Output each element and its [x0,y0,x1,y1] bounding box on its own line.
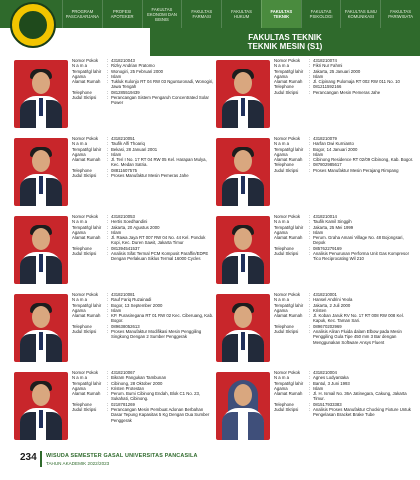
label-telephone: Telephone [274,401,294,407]
label-agama: Agama [72,385,86,391]
alamat-rumah: Perum. Graha Amani Village No. 48 Bojongsari, Depok [313,235,404,246]
graduate-info: Nomor Pokok : 4318210004 N a m a : Agnes Lodyantaka Tempat/tgl lahir : Bantul, 3 Juni 1993 Agama : Islam Alamat Rumah : Jl. H. Ismail No. 36A Jatinegara, Cakung, Jakarta Timur. Telephone : 081517933383 Judul Skripsi : Analisis Proses Manufaktur Chocking Fixture Untuk Pengelasan Bracket Brake Tube [274,370,416,418]
graduate-entry [14,136,214,214]
judul-skripsi: Analisis Penurunan Performa Unit Gas Kompresor Tico Reciprocating Wil 210 [313,251,410,262]
graduate-entry [216,58,416,136]
nomor-pokok: 4318210001 [313,292,337,297]
nav-item[interactable]: PROFESI APOTEKER [102,0,142,28]
nomor-pokok: 4318210051 [111,136,135,141]
alamat-rumah: Jl. Rawa Jaya RT 007 RW 04 No. 44 Kel. Pondok Kopi, Kec. Duren Sawit, Jakarta Timur [111,235,206,246]
judul-skripsi: Perancangan Mesin Pembuat Adonan Berbahan Dasar Tepung Kapasitas 5 Kg Dengan Dua Sumber Penggerak [111,407,210,423]
graduate-entry [14,214,214,292]
label-ttl: Tempat/tgl lahir [72,224,102,230]
alamat-rumah: Perum. Bumi Cibinong Endah, Blok C1 No. 23, Sukahati, Cibinong. [111,391,201,402]
label-alamat: Alamat Rumah [72,157,101,163]
alamat-rumah: Jl. Teri I No. 17 RT 04 RW 05 Kel. Harapan Mulya, Kec. Medan Satria. [111,157,207,168]
tempat-tgl-lahir: Bogor, 14 Januari 2000 [313,146,358,152]
label-nomor-pokok: Nomor Pokok [72,136,99,141]
label-telephone: Telephone [72,89,92,95]
nav-item[interactable]: FAKULTAS HUKUM [221,0,261,28]
label-judul-skripsi: Judul Skripsi [72,95,97,101]
nav-item[interactable]: FAKULTAS PARIWISATA [380,0,420,28]
label-alamat: Alamat Rumah [274,313,303,319]
graduate-entry [14,370,214,448]
judul-skripsi: Proses Manufaktur Modifikasi Mesin Penggiling Singkong Dengan 2 Sumber Penggerak [111,329,202,340]
nama: Harfan Dwi Kurnianto [313,141,354,147]
graduate-photo [14,60,68,128]
label-agama: Agama [72,229,86,235]
graduate-info: Nomor Pokok : 4318210043 N a m a : Rizky Andrian Pratomo Tempat/tgl lahir : Wonogiri, 25 Februari 2000 Agama : Islam Alamat Rumah : Tukluk Kulonjo RT 04 RW 03 Ngunturonadi, Wonogiri, Jawa Tengah Telephone : 081285519439 Judul Skripsi : Perancangan Sistem Pengaruh Concentrated Solar Power [72,58,214,106]
nomor-pokok: 4318210081 [111,292,135,297]
graduate-photo [216,138,270,206]
judul-skripsi: Analisis Sifat Termal PCM Komposit Paraffin/EDPE Dengan Perlakuan Siklus Termal 16000 Cycles [111,251,209,262]
nav-item[interactable]: FAKULTAS PSIKOLOGI [301,0,341,28]
label-nama: N a m a [72,297,88,303]
agama: Kristen [313,307,327,313]
telephone: 081285519439 [111,89,140,95]
nama: Fikri Nur Fahmi [313,63,343,69]
graduate-info: Nomor Pokok : 4318210051 N a m a : Taufik Alfi Thoariq Tempat/tgl lahir : Bekasi, 28 Januari 2001 Agama : Islam Alamat Rumah : Jl. Teri I No. 17 RT 04 RW 05 Kel. Harapan Mulya, Kec. Medan Satria. Telephone : 08811607575 Judul Skripsi : Proses Manufaktur Mesin Pemeras Jahe [72,136,214,178]
label-alamat: Alamat Rumah [72,79,101,85]
nav-item[interactable]: FAKULTAS FARMASI [181,0,221,28]
label-telephone: Telephone [274,84,294,90]
telephone: 089638052613 [111,323,140,329]
label-ttl: Tempat/tgl lahir [274,302,304,308]
nama: Rauf Fariq Ruzainadi [111,297,152,303]
label-nama: N a m a [72,375,88,381]
label-nama: N a m a [72,219,88,225]
label-nama: N a m a [72,141,88,147]
label-telephone: Telephone [72,167,92,173]
telephone: 0218781269 [111,401,135,407]
label-judul-skripsi: Judul Skripsi [72,173,97,179]
label-telephone: Telephone [274,162,294,168]
alamat-rumah: Jl. H. Ismail No. 36A Jatinegara, Cakung, Jakarta Timur. [313,391,407,402]
nama: Bikram Pangukan Tambunan [111,375,167,381]
faculty-title: FAKULTAS TEKNIK [248,33,322,42]
label-alamat: Alamat Rumah [274,79,303,85]
graduate-entry [216,136,416,214]
label-nomor-pokok: Nomor Pokok [72,58,99,63]
graduate-photo [216,216,270,284]
agama: Islam [313,73,324,79]
graduate-entry [216,370,416,448]
label-judul-skripsi: Judul Skripsi [274,329,299,335]
graduate-info: Nomor Pokok : 4318210014 N a m a : Taufik Kamil Singgih Tempat/tgl lahir : Jakarta, 25 Mei 1999 Agama : Islam Alamat Rumah : Perum. Graha Amani Village No. 48 Bojongsari, Depok Telephone : 085762279169 Judul Skripsi : Analisis Penurunan Performa Unit Gas Kompresor Tico Reciprocating Wil 210 [274,214,416,262]
tempat-tgl-lahir: Wonogiri, 25 Februari 2000 [111,68,163,74]
graduate-photo [14,138,68,206]
label-ttl: Tempat/tgl lahir [274,68,304,74]
tempat-tgl-lahir: Bogor, 13 September 2000 [111,302,163,308]
nav-item[interactable]: FAKULTAS ILMU KOMUNIKASI [340,0,380,28]
footer-divider [40,451,42,467]
tempat-tgl-lahir: Bantul, 3 Juni 1993 [313,380,350,386]
label-telephone: Telephone [72,245,92,251]
nama: Agnes Lodyantaka [313,375,349,381]
label-alamat: Alamat Rumah [72,391,101,397]
nav-item[interactable]: FAKULTAS EKONOMI DAN BISNIS [142,0,182,28]
tempat-tgl-lahir: Jakarta, 20 Agustus 2000 [111,224,160,230]
label-ttl: Tempat/tgl lahir [72,380,102,386]
agama: Islam [111,229,122,235]
nama: Taufik Alfi Thoariq [111,141,145,147]
label-nomor-pokok: Nomor Pokok [274,214,301,219]
judul-skripsi: Perancangan Mesin Pemeras Jahe [313,89,381,95]
alamat-rumah: Jl. Cipinang Pulomaja RT 002 RW 011 No. 10 [313,79,400,85]
label-ttl: Tempat/tgl lahir [274,380,304,386]
label-nomor-pokok: Nomor Pokok [274,136,301,141]
graduate-info: Nomor Pokok : 4318210053 N a m a : Hertis Soedhandini Tempat/tgl lahir : Jakarta, 20 Agustus 2000 Agama : Islam Alamat Rumah : Jl. Rawa Jaya RT 007 RW 04 No. 44 Kel. Pondok Kopi, Kec. Duren Sawit, Jakarta Timur Telephone : 081394541537 Judul Skripsi : Analisis Sifat Termal PCM Komposit Paraffin/EDPE Dengan Perlakuan Siklus Termal 16000 Cycles [72,214,214,262]
label-nomor-pokok: Nomor Pokok [274,370,301,375]
judul-skripsi: Proses Manufaktur Mesin Pemeras Jahe [111,173,189,179]
tempat-tgl-lahir: Bekasi, 28 Januari 2001 [111,146,158,152]
nama: Taufik Kamil Singgih [313,219,352,225]
label-ttl: Tempat/tgl lahir [274,224,304,230]
graduate-info: Nomor Pokok : 4318210067 N a m a : Bikram Pangukan Tambunan Tempat/tgl lahir : Cibinong, 28 Oktober 2000 Agama : Kristen Protestan Alamat Rumah : Perum. Bumi Cibinong Endah, Blok C1 No. 23, Sukahati, Cibinong. Telephone : 0218781269 Judul Skripsi : Perancangan Mesin Pembuat Adonan Berbahan Dasar Tepung Kapasitas 5 Kg Dengan Dua Sumber Penggerak [72,370,214,423]
label-telephone: Telephone [72,323,92,329]
telephone: 085762279169 [313,245,342,251]
agama: Islam [111,151,122,157]
label-nomor-pokok: Nomor Pokok [72,214,99,219]
nomor-pokok: 4318210074 [313,58,337,63]
nomor-pokok: 4318210079 [313,136,337,141]
label-alamat: Alamat Rumah [274,391,303,397]
alamat-rumah: Tukluk Kulonjo RT 04 RW 03 Ngunturonadi, Wonogiri, Jawa Tengah [111,79,214,90]
footer-title: WISUDA SEMESTER GASAL UNIVERSITAS PANCASILA [46,453,198,459]
graduate-photo [14,294,68,362]
label-agama: Agama [274,151,288,157]
label-alamat: Alamat Rumah [72,313,101,319]
telephone: 081211592166 [313,84,342,90]
tempat-tgl-lahir: Jakarta, 2 Juli 2000 [313,302,351,308]
nomor-pokok: 4318210067 [111,370,135,375]
graduate-photo [216,60,270,128]
graduate-photo [216,372,270,440]
judul-skripsi: Proses Manufaktur Mesin Perajang Rimpang [313,167,399,173]
label-judul-skripsi: Judul Skripsi [274,167,299,173]
telephone: 089670202969 [313,323,342,329]
tempat-tgl-lahir: Jakarta, 25 Mei 1999 [313,224,354,230]
judul-skripsi: Perancangan Sistem Pengaruh Concentrated Solar Power [111,95,209,106]
judul-skripsi: Analisis Aliran Fluida dalam Elbow pada Mesin Penggiling Gula Tipe 450 mm 3 Bar dengan Menggunakan Software Ansys Fluent [313,329,402,345]
nomor-pokok: 4318210004 [313,370,337,375]
alamat-rumah: Cibinong Residence RT 02/09 Cibinong, Kab. Bogor. [313,157,414,163]
label-ttl: Tempat/tgl lahir [72,302,102,308]
graduate-info: Nomor Pokok : 4318210001 N a m a : Hansel Andrini Yeola Tempat/tgl lahir : Jakarta, 2 Juli 2000 Agama : Kristen Alamat Rumah : Jl. Koban Jaruk RV No. 17 RT 008 RW 008 Kel. Kapuk, Kec. Taman Sari. Telephone : 089670202969 Judul Skripsi : Analisis Aliran Fluida dalam Elbow pada Mesin Penggiling Gula Tipe 450 mm 3 Bar dengan Menggunakan Software Ansys Fluent [274,292,416,345]
nomor-pokok: 4318210014 [313,214,337,219]
nav-item[interactable]: PROGRAM PASCASARJANA [62,0,102,28]
label-judul-skripsi: Judul Skripsi [72,251,97,257]
label-nama: N a m a [274,141,290,147]
judul-skripsi: Analisis Proses Manufaktur Chocking Fixture Untuk Pengelasan Bracket Brake Tube [313,407,411,418]
nama: Hansel Andrini Yeola [313,297,353,303]
nama: Rizky Andrian Pratomo [111,63,155,69]
label-nomor-pokok: Nomor Pokok [274,292,301,297]
label-alamat: Alamat Rumah [72,235,101,241]
agama: Islam [111,73,122,79]
label-agama: Agama [274,73,288,79]
tempat-tgl-lahir: Jakarta, 25 Januari 2000 [313,68,361,74]
graduate-info: Nomor Pokok : 4318210079 N a m a : Harfan Dwi Kurnianto Tempat/tgl lahir : Bogor, 14 Januari 2000 Agama : Islam Alamat Rumah : Cibinong Residence RT 02/09 Cibinong, Kab. Bogor. Telephone : 087802985617 Judul Skripsi : Proses Manufaktur Mesin Perajang Rimpang [274,136,416,173]
label-alamat: Alamat Rumah [274,157,303,163]
graduate-photo [14,216,68,284]
label-agama: Agama [72,307,86,313]
telephone: 081394541537 [111,245,140,251]
graduate-entry [216,214,416,292]
label-telephone: Telephone [274,323,294,329]
section-title [150,28,420,56]
faculty-nav [62,0,420,28]
label-judul-skripsi: Judul Skripsi [274,89,299,95]
agama: Islam [313,229,324,235]
label-agama: Agama [274,385,288,391]
label-telephone: Telephone [72,401,92,407]
nama: Hertis Soedhandini [111,219,148,225]
label-agama: Agama [72,151,86,157]
label-judul-skripsi: Judul Skripsi [72,407,97,413]
label-nama: N a m a [274,375,290,381]
label-agama: Agama [72,73,86,79]
alamat-rumah: Jl. Koban Jaruk RV No. 17 RT 008 RW 008 Kel. Kapuk, Kec. Taman Sari. [313,313,404,324]
telephone: 081517933383 [313,401,342,407]
program-title: TEKNIK MESIN (S1) [247,42,323,51]
tempat-tgl-lahir: Cibinong, 28 Oktober 2000 [111,380,163,386]
graduate-photo [14,372,68,440]
agama: Islam [313,385,324,391]
alamat-rumah: KP. Purasiregana RT 01 RW 02 Kec. Ciberuang, Kab. Bogor. [111,313,214,324]
label-nama: N a m a [274,297,290,303]
label-nama: N a m a [274,219,290,225]
nav-item-active[interactable]: FAKULTAS TEKNIK [261,0,301,28]
label-nomor-pokok: Nomor Pokok [274,58,301,63]
agama: Kristen Protestan [111,385,144,391]
telephone: 08811607575 [111,167,137,173]
page-number: 234 [20,452,37,463]
agama: Islam [313,151,324,157]
label-judul-skripsi: Judul Skripsi [274,407,299,413]
graduate-entry [216,292,416,370]
label-nomor-pokok: Nomor Pokok [72,292,99,297]
label-telephone: Telephone [274,245,294,251]
graduate-entry [14,58,214,136]
university-logo-icon [10,2,56,48]
label-judul-skripsi: Judul Skripsi [274,251,299,257]
label-judul-skripsi: Judul Skripsi [72,329,97,335]
graduate-info: Nomor Pokok : 4318210081 N a m a : Rauf Fariq Ruzainadi Tempat/tgl lahir : Bogor, 13 September 2000 Agama : Islam Alamat Rumah : KP. Purasiregana RT 01 RW 02 Kec. Ciberuang, Kab. Bogor. Telephone : 089638052613 Judul Skripsi : Proses Manufaktur Modifikasi Mesin Penggiling Singkong Dengan 2 Sumber Penggerak [72,292,214,340]
nomor-pokok: 4318210053 [111,214,135,219]
nomor-pokok: 4318210043 [111,58,135,63]
agama: Islam [111,307,122,313]
label-ttl: Tempat/tgl lahir [274,146,304,152]
label-agama: Agama [274,307,288,313]
label-ttl: Tempat/tgl lahir [72,68,102,74]
label-agama: Agama [274,229,288,235]
graduate-entry [14,292,214,370]
graduate-photo [216,294,270,362]
telephone: 087802985617 [313,162,342,168]
label-ttl: Tempat/tgl lahir [72,146,102,152]
label-nama: N a m a [72,63,88,69]
graduate-info: Nomor Pokok : 4318210074 N a m a : Fikri Nur Fahmi Tempat/tgl lahir : Jakarta, 25 Januari 2000 Agama : Islam Alamat Rumah : Jl. Cipinang Pulomaja RT 002 RW 011 No. 10 Telephone : 081211592166 Judul Skripsi : Perancangan Mesin Pemeras Jahe [274,58,416,95]
label-nama: N a m a [274,63,290,69]
label-alamat: Alamat Rumah [274,235,303,241]
footer-subtitle: TAHUN AKADEMIK 2022/2023 [46,461,110,466]
label-nomor-pokok: Nomor Pokok [72,370,99,375]
